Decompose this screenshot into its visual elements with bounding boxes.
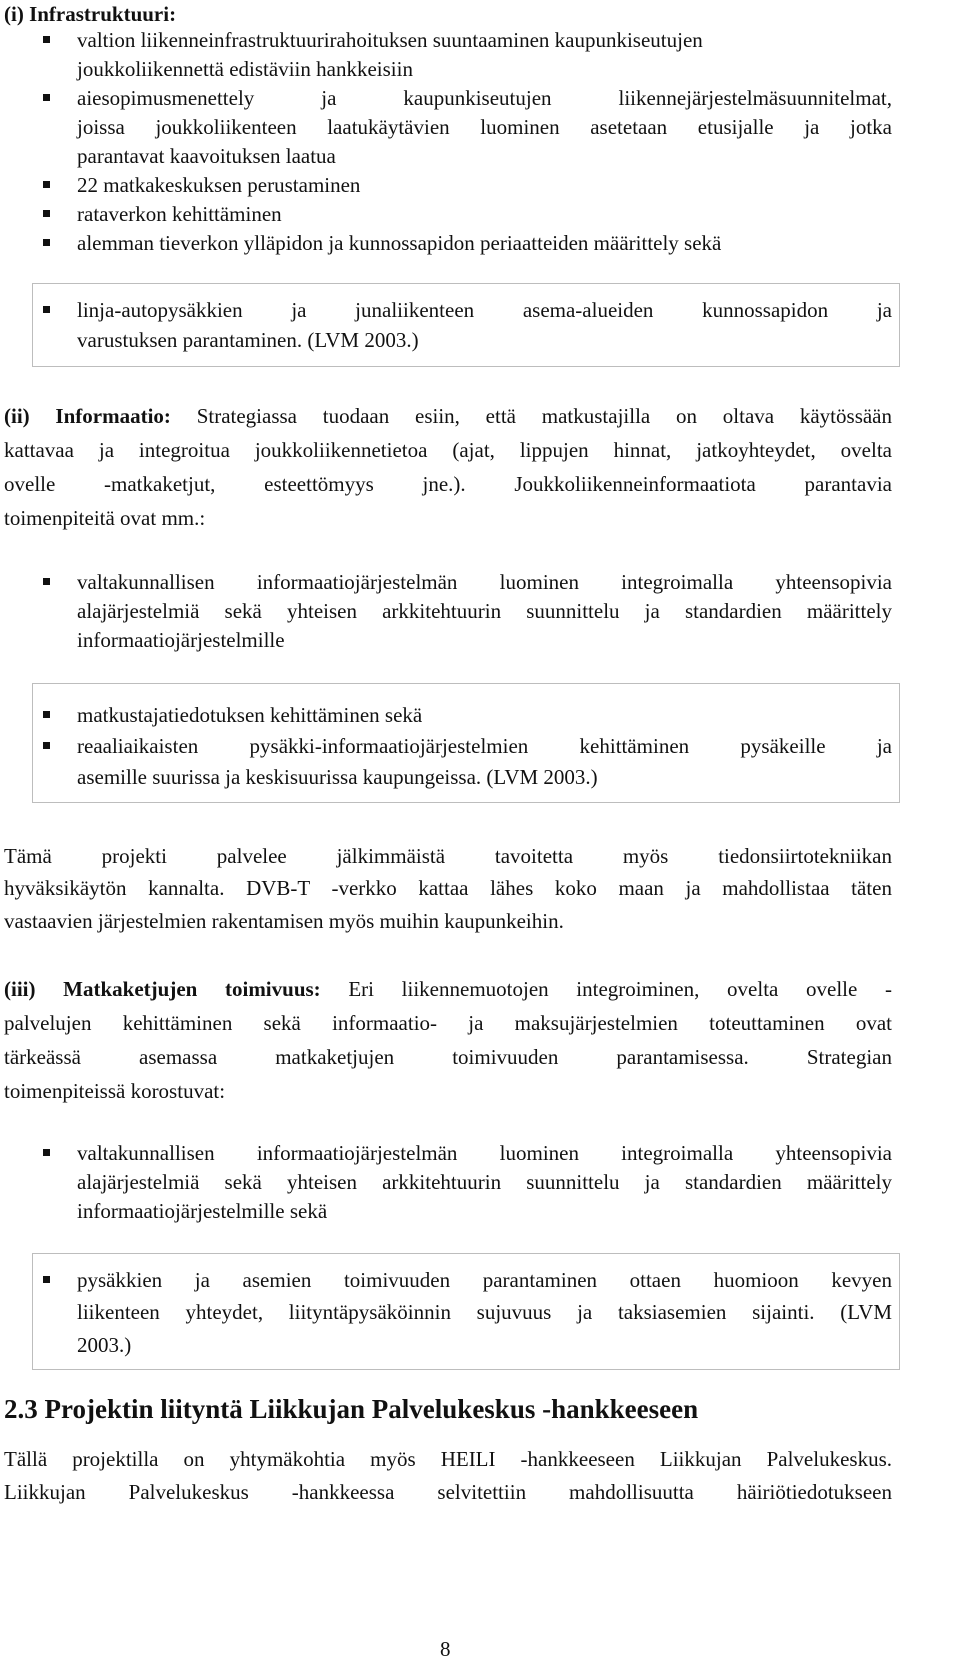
bullet-text-line: valtakunnallisen informaatiojärjestelmän luominen integroimalla yhteensopivia — [77, 1141, 892, 1165]
bullet-text-line: matkustajatiedotuksen kehittäminen sekä — [77, 703, 423, 727]
bullet-marker — [43, 210, 50, 217]
bullet-text-line: rataverkon kehittäminen — [77, 202, 282, 226]
bullet-text-line: liikenteen yhteydet, liityntäpysäköinnin sujuvuus ja taksiasemien sijainti. (LVM — [77, 1300, 892, 1324]
bullet-text-line: varustuksen parantaminen. (LVM 2003.) — [77, 328, 419, 352]
paragraph-line: toimenpiteitä ovat mm.: — [4, 506, 206, 530]
paragraph-line: Liikkujan Palvelukeskus -hankkeessa selvitettiin mahdollisuutta häiriötiedotukseen — [4, 1480, 892, 1504]
bullet-marker — [43, 181, 50, 188]
bullet-marker — [43, 36, 50, 43]
paragraph-line: Tämä projekti palvelee jälkimmäistä tavoitetta myös tiedonsiirtotekniikan — [4, 844, 892, 868]
bullet-text-line: aiesopimusmenettely ja kaupunkiseutujen liikennejärjestelmäsuunnitelmat, — [77, 86, 892, 110]
bullet-marker — [43, 742, 50, 749]
section-2-3-title: 2.3 Projektin liityntä Liikkujan Palvelukeskus -hankkeeseen — [4, 1394, 699, 1424]
bullet-marker — [43, 1276, 50, 1283]
bullet-text-line: 22 matkakeskuksen perustaminen — [77, 173, 361, 197]
paragraph-line: Tällä projektilla on yhtymäkohtia myös HEILI -hankkeeseen Liikkujan Palvelukeskus. — [4, 1447, 892, 1471]
bullet-text-line: parantavat kaavoituksen laatua — [77, 144, 336, 168]
highlighted-item-box — [32, 283, 900, 367]
bullet-marker — [43, 306, 50, 313]
page-number: 8 — [440, 1637, 451, 1661]
bullet-text-line: reaaliaikaisten pysäkki-informaatiojärjestelmien kehittäminen pysäkeille ja — [77, 734, 892, 758]
bullet-text-line: valtakunnallisen informaatiojärjestelmän luominen integroimalla yhteensopivia — [77, 570, 892, 594]
section-iii-first-line: (iii) Matkaketjujen toimivuus: Eri liikennemuotojen integroiminen, ovelta ovelle - — [4, 977, 892, 1001]
section-i-heading: (i) Infrastruktuuri: — [4, 2, 177, 26]
section-iii-label: (iii) Matkaketjujen toimivuus: — [4, 977, 321, 1001]
paragraph-line: hyväksikäytön kannalta. DVB-T -verkko kattaa lähes koko maan ja mahdollistaa täten — [4, 876, 892, 900]
paragraph-line: ovelle -matkaketjut, esteettömyys jne.). Joukkoliikenneinformaatiota parantavia — [4, 472, 892, 496]
paragraph-line: palvelujen kehittäminen sekä informaatio- ja maksujärjestelmien toteuttaminen ovat — [4, 1011, 892, 1035]
bullet-text-line: informaatiojärjestelmille — [77, 628, 285, 652]
bullet-marker — [43, 1149, 50, 1156]
bullet-text-line: alajärjestelmiä sekä yhteisen arkkitehtuurin suunnittelu ja standardien määrittely — [77, 599, 892, 623]
bullet-text-line: joissa joukkoliikenteen laatukäytävien luominen asetetaan etusijalle ja jotka — [77, 115, 892, 139]
paragraph-line: vastaavien järjestelmien rakentamisen myös muihin kaupunkeihin. — [4, 909, 564, 933]
bullet-text-line: valtion liikenneinfrastruktuurirahoituksen suuntaaminen kaupunkiseutujen — [77, 28, 703, 52]
paragraph-line: kattavaa ja integroitua joukkoliikennetietoa (ajat, lippujen hinnat, jatkoyhteydet, ovelta — [4, 438, 892, 462]
bullet-text-line: alajärjestelmiä sekä yhteisen arkkitehtuurin suunnittelu ja standardien määrittely — [77, 1170, 892, 1194]
bullet-text-line: 2003.) — [77, 1333, 132, 1357]
bullet-marker — [43, 239, 50, 246]
bullet-marker — [43, 711, 50, 718]
bullet-text-line: joukkoliikennettä edistäviin hankkeisiin — [77, 57, 413, 81]
bullet-text-line: linja-autopysäkkien ja junaliikenteen asema-alueiden kunnossapidon ja — [77, 298, 892, 322]
section-ii-first-line: (ii) Informaatio: Strategiassa tuodaan esiin, että matkustajilla on oltava käytössään — [4, 404, 893, 428]
bullet-text-line: asemille suurissa ja keskisuurissa kaupungeissa. (LVM 2003.) — [77, 765, 598, 789]
bullet-text-line: alemman tieverkon ylläpidon ja kunnossapidon periaatteiden määrittely sekä — [77, 231, 722, 255]
section-ii-label: (ii) Informaatio: — [4, 404, 171, 428]
paragraph-line: toimenpiteissä korostuvat: — [4, 1079, 226, 1103]
bullet-marker — [43, 94, 50, 101]
bullet-text-line: pysäkkien ja asemien toimivuuden parantaminen ottaen huomioon kevyen — [77, 1268, 892, 1292]
paragraph-line: tärkeässä asemassa matkaketjujen toimivuuden parantamisessa. Strategian — [4, 1045, 892, 1069]
bullet-text-line: informaatiojärjestelmille sekä — [77, 1199, 328, 1223]
bullet-marker — [43, 578, 50, 585]
